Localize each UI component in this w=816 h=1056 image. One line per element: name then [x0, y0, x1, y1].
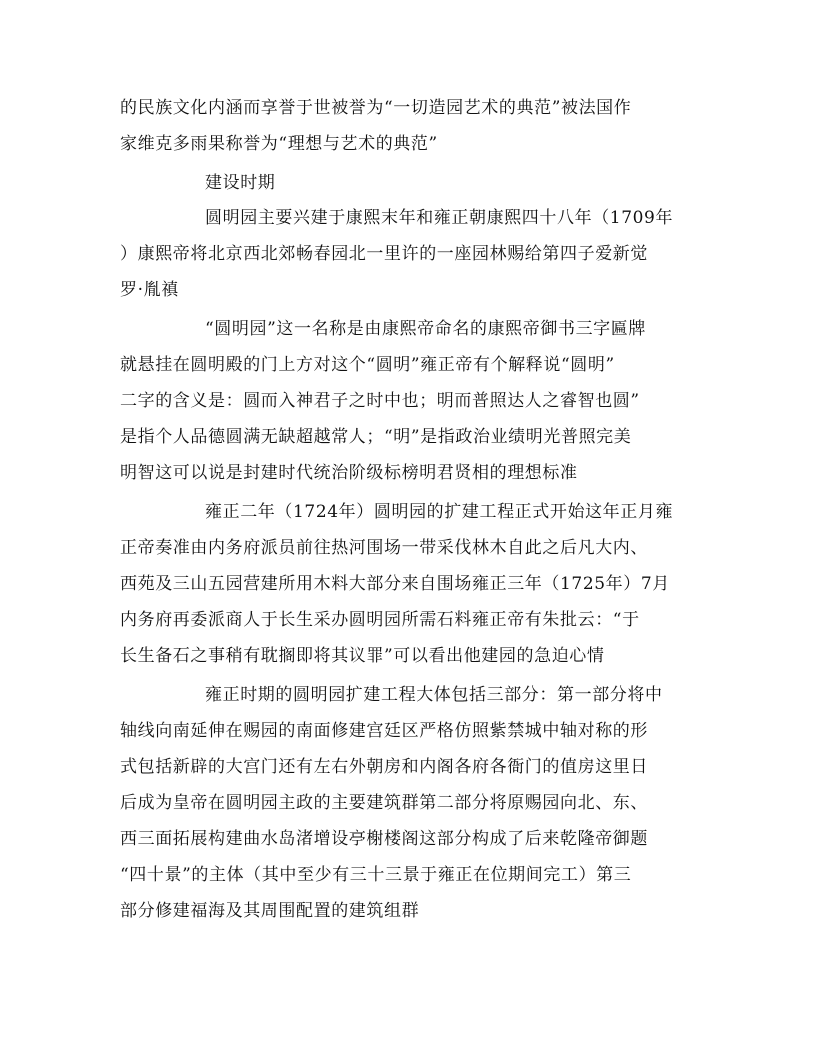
- text-line: 部分修建福海及其周围配置的建筑组群: [120, 901, 420, 921]
- text-line: 二字的含义是：圆而入神君子之时中也；明而普照达人之睿智也圆”: [120, 391, 640, 411]
- text-line: 就悬挂在圆明殿的门上方对这个“圆明”雍正帝有个解释说“圆明”: [120, 355, 615, 375]
- text-line: 雍正时期的圆明园扩建工程大体包括三部分：第一部分将中: [205, 685, 663, 705]
- text-line: 长生备石之事稍有耽搁即将其议罪”可以看出他建园的急迫心情: [120, 646, 605, 666]
- text-line: 是指个人品德圆满无缺超越常人；“明”是指政治业绩明光普照完美: [120, 427, 632, 447]
- text-line: 家维克多雨果称誉为“理想与艺术的典范”: [120, 134, 438, 154]
- text-line: 雍正二年（1724年）圆明园的扩建工程正式开始这年正月雍: [205, 502, 674, 522]
- text-line: 西苑及三山五园营建所用木料大部分来自围场雍正三年（1725年）7月: [120, 574, 670, 594]
- text-line: 西三面拓展构建曲水岛渚增设亭榭楼阁这部分构成了后来乾隆帝御题: [120, 829, 648, 849]
- text-line: 明智这可以说是封建时代统治阶级标榜明君贤相的理想标准: [120, 463, 578, 483]
- text-line: 式包括新辟的大宫门还有左右外朝房和内阁各府各衙门的值房这里日: [120, 757, 648, 777]
- text-line: 正帝奏准由内务府派员前往热河围场一带采伐林木自此之后凡大内、: [120, 538, 648, 558]
- text-line: 内务府再委派商人于长生采办圆明园所需石料雍正帝有朱批云：“于: [120, 610, 640, 630]
- text-line: 后成为皇帝在圆明园主政的主要建筑群第二部分将原赐园向北、东、: [120, 793, 648, 813]
- text-line: ）康熙帝将北京西北郊畅春园北一里许的一座园林赐给第四子爱新觉: [120, 244, 648, 264]
- text-line: 的民族文化内涵而享誉于世被誉为“一切造园艺术的典范”被法国作: [120, 98, 632, 118]
- text-line: 罗·胤禛: [120, 280, 179, 300]
- text-line: 轴线向南延伸在赐园的南面修建宫廷区严格仿照紫禁城中轴对称的形: [120, 721, 648, 741]
- text-line: “圆明园”这一名称是由康熙帝命名的康熙帝御书三字匾牌: [205, 319, 646, 339]
- text-line: 圆明园主要兴建于康熙末年和雍正朝康熙四十八年（1709年: [205, 208, 674, 228]
- section-heading: 建设时期: [205, 173, 276, 193]
- text-line: “四十景”的主体（其中至少有三十三景于雍正在位期间完工）第三: [120, 865, 632, 885]
